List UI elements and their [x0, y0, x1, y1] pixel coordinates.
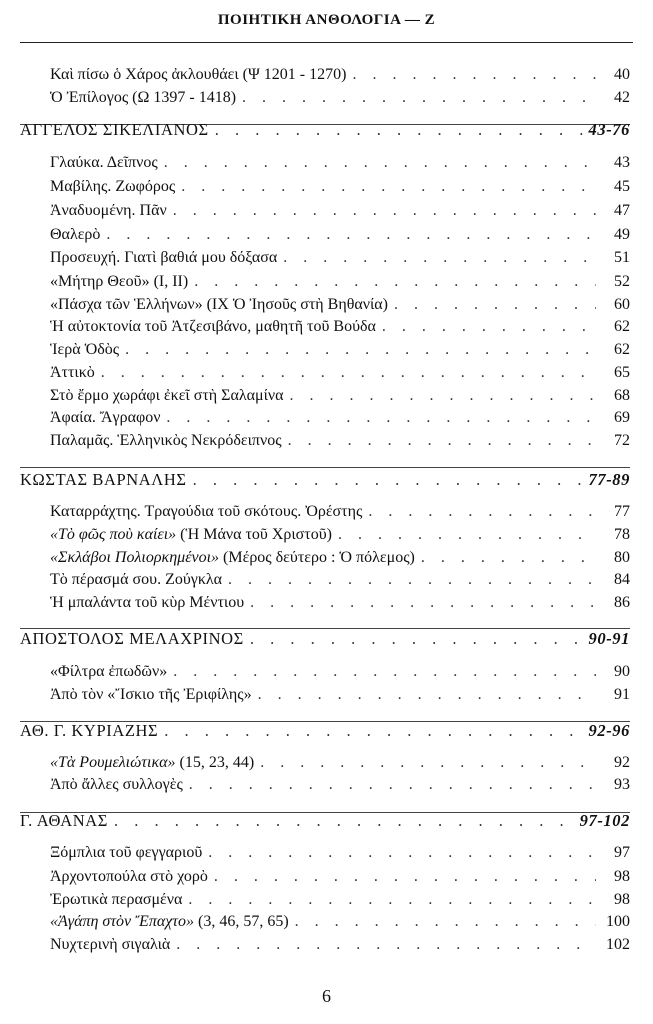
toc-entry — [50, 753, 630, 773]
dot-leader — [215, 120, 583, 140]
page-ref: 86 — [614, 594, 630, 611]
dot-leader — [382, 317, 596, 337]
entry-title — [50, 386, 283, 406]
toc-entry — [50, 685, 630, 705]
title-part: Ἀπὸ τὸν «Ἴσκιο τῆς Ἐριφίλης» — [50, 686, 252, 703]
title-part: Ἡ μπαλάντα τοῦ κὺρ Μέντιου — [50, 594, 245, 611]
title-part: Καταρράχτης. Τραγούδια τοῦ σκότους. Ὀρέστης — [50, 503, 363, 520]
toc-entry — [50, 65, 630, 85]
title-part: Ἀφαία. Ἄγραφον — [50, 409, 161, 426]
dot-leader — [106, 225, 596, 245]
toc-entry — [50, 593, 630, 613]
page-ref: 90 — [614, 663, 630, 680]
page-ref: 65 — [614, 364, 630, 381]
dot-leader — [250, 593, 596, 613]
entry-title — [50, 340, 119, 360]
title-part: Ὁ Ἐπίλογος (Ω 1397 - 1418) — [50, 89, 237, 106]
dot-leader — [189, 775, 596, 795]
entry-title — [50, 935, 170, 955]
toc-entry — [50, 225, 630, 245]
page-ref: 68 — [614, 387, 630, 404]
title-part: Νυχτερινὴ σιγαλιὰ — [50, 936, 171, 953]
toc-entry — [50, 386, 630, 406]
toc-entry — [50, 363, 630, 383]
title-part: «Φίλτρα ἐπωδῶν» — [50, 663, 168, 680]
section-heading — [20, 120, 630, 140]
toc-entry — [50, 912, 630, 932]
dot-leader — [208, 843, 596, 863]
dot-leader — [193, 470, 583, 490]
toc-entry — [50, 248, 630, 268]
toc-entry — [50, 295, 630, 315]
page-ref: 91 — [614, 686, 630, 703]
toc-entry — [50, 272, 630, 292]
title-part: «Πάσχα τῶν Ἑλλήνων» (ΙΧ Ὁ Ἰησοῦς στὴ Βηθανία) — [50, 296, 388, 313]
title-part: Γλαύκα. Δεῖπνος — [50, 154, 158, 171]
dot-leader — [101, 363, 596, 383]
title-part: (Μέρος δεύτερο : Ὁ πόλεμος) — [219, 549, 415, 566]
dot-leader — [181, 177, 596, 197]
entry-title — [50, 225, 100, 245]
section-heading — [20, 721, 630, 741]
section-heading — [20, 470, 630, 490]
dot-leader — [214, 867, 596, 887]
entry-title — [50, 685, 252, 705]
entry-title — [50, 65, 346, 85]
dot-leader — [194, 272, 596, 292]
entry-title — [50, 177, 175, 197]
title-part: Ἡ αὐτοκτονία τοῦ Ἀτζεσιβάνο, μαθητῆ τοῦ Βούδα — [50, 318, 376, 335]
title-part: «Μήτηρ Θεοῦ» (Ι, ΙΙ) — [50, 273, 189, 290]
page-ref: 98 — [614, 891, 630, 908]
page-ref: 40 — [614, 66, 630, 83]
entry-title — [50, 867, 208, 887]
title-part: ΑΘ. Γ. ΚΥΡΙΑΖΗΣ — [20, 721, 159, 740]
entry-title — [50, 890, 182, 910]
dot-leader — [228, 570, 596, 590]
dot-leader — [125, 340, 596, 360]
page-ref: 45 — [614, 178, 630, 195]
page-ref: 52 — [614, 273, 630, 290]
entry-title — [50, 548, 415, 568]
entry-title — [50, 843, 202, 863]
dot-leader — [394, 295, 596, 315]
title-part: Ἱερὰ Ὁδὸς — [50, 341, 120, 358]
dot-leader — [164, 153, 596, 173]
page-range: 90-91 — [588, 629, 630, 648]
toc-entry — [50, 177, 630, 197]
toc-entry — [50, 317, 630, 337]
italic-title-part: «Ἀγάπη στὸν Ἔπαχτο» — [50, 913, 195, 930]
page-ref: 62 — [614, 341, 630, 358]
title-part: Ξόμπλια τοῦ φεγγαριοῦ — [50, 844, 203, 861]
page-ref: 78 — [614, 526, 630, 543]
title-part: ΑΠΟΣΤΟΛΟΣ ΜΕΛΑΧΡΙΝΟΣ — [20, 629, 244, 648]
section-divider — [20, 467, 630, 468]
entry-title — [50, 153, 158, 173]
dot-leader — [421, 548, 596, 568]
entry-title — [50, 248, 277, 268]
entry-title — [50, 593, 244, 613]
entry-title — [50, 525, 332, 545]
title-part: Ἀναδυομένη. Πᾶν — [50, 202, 167, 219]
title-part: Ἀττικὸ — [50, 364, 95, 381]
dot-leader — [166, 408, 596, 428]
page-ref: 42 — [614, 89, 630, 106]
page-ref: 80 — [614, 549, 630, 566]
title-part: Προσευχή. Γιατὶ βαθιά μου δόξασα — [50, 249, 278, 266]
title-part: ΑΓΓΕΛΟΣ ΣΙΚΕΛΙΑΝΟΣ — [20, 120, 209, 139]
title-part: Ἐρωτικὰ περασμένα — [50, 891, 183, 908]
toc-entry — [50, 201, 630, 221]
toc-entry — [50, 408, 630, 428]
dot-leader — [352, 65, 596, 85]
toc-entry — [50, 775, 630, 795]
page-ref: 100 — [606, 913, 630, 930]
title-part: (15, 23, 44) — [175, 754, 255, 771]
page-ref: 62 — [614, 318, 630, 335]
dot-leader — [176, 935, 596, 955]
toc-entry — [50, 431, 630, 451]
page-range: 77-89 — [588, 470, 630, 489]
dot-leader — [288, 431, 596, 451]
page-number: 6 — [322, 986, 331, 1006]
toc-entry — [50, 502, 630, 522]
dot-leader — [114, 811, 574, 831]
author-name — [20, 120, 209, 140]
entry-title — [50, 570, 222, 590]
entry-title — [50, 272, 188, 292]
entry-title — [50, 295, 388, 315]
dot-leader — [283, 248, 596, 268]
section-heading — [20, 629, 630, 649]
entry-title — [50, 317, 376, 337]
page-ref: 43 — [614, 154, 630, 171]
title-part: Καὶ πίσω ὁ Χάρος ἀκλουθάει (Ψ 1201 - 1270) — [50, 66, 347, 83]
title-part: Στὸ ἔρμο χωράφι ἐκεῖ στὴ Σαλαμίνα — [50, 387, 284, 404]
toc-entry — [50, 548, 630, 568]
dot-leader — [164, 721, 582, 741]
dot-leader — [173, 662, 596, 682]
title-part: (3, 46, 57, 65) — [194, 913, 289, 930]
dot-leader — [338, 525, 596, 545]
dot-leader — [250, 629, 583, 649]
toc-entry — [50, 662, 630, 682]
italic-title-part: «Σκλάβοι Πολιορκημένοι» — [50, 549, 220, 566]
page-ref: 84 — [614, 571, 630, 588]
section-heading — [20, 811, 630, 831]
entry-title — [50, 775, 183, 795]
dot-leader — [258, 685, 596, 705]
dot-leader — [242, 88, 596, 108]
toc-entry — [50, 935, 630, 955]
title-part: (Ἡ Μάνα τοῦ Χριστοῦ) — [176, 526, 332, 543]
entry-title — [50, 502, 362, 522]
page-ref: 98 — [614, 868, 630, 885]
author-name — [20, 721, 158, 741]
title-part: Ἀπὸ ἄλλες συλλογὲς — [50, 776, 183, 793]
entry-title — [50, 431, 282, 451]
page-ref: 97 — [614, 844, 630, 861]
title-part: Γ. ΑΘΑΝΑΣ — [20, 811, 109, 830]
page-ref: 69 — [614, 409, 630, 426]
dot-leader — [289, 386, 596, 406]
toc-entry — [50, 843, 630, 863]
toc-entry — [50, 867, 630, 887]
page-ref: 49 — [614, 226, 630, 243]
toc-entry — [50, 525, 630, 545]
dot-leader — [173, 201, 596, 221]
entry-title — [50, 201, 167, 221]
title-part: Θαλερὸ — [50, 226, 101, 243]
toc-entry — [50, 890, 630, 910]
author-name — [20, 470, 187, 490]
page-range: 43-76 — [588, 120, 630, 139]
running-head: ΠΟΙΗΤΙΚΗ ΑΝΘΟΛΟΓΙΑ — Ζ — [217, 12, 436, 28]
title-part: Τὸ πέρασμά σου. Ζούγκλα — [50, 571, 223, 588]
entry-title — [50, 912, 289, 932]
page-ref: 60 — [614, 296, 630, 313]
italic-title-part: «Τὰ Ρουμελιώτικα» — [50, 754, 176, 771]
page-ref: 72 — [614, 432, 630, 449]
dot-leader — [188, 890, 596, 910]
page-ref: 51 — [614, 249, 630, 266]
page-range: 92-96 — [588, 721, 630, 740]
toc-entry — [50, 340, 630, 360]
page-ref: 77 — [614, 503, 630, 520]
toc-entry — [50, 570, 630, 590]
header-rule — [20, 42, 633, 43]
title-part: ΚΩΣΤΑΣ ΒΑΡΝΑΛΗΣ — [20, 470, 187, 489]
page-ref: 93 — [614, 776, 630, 793]
page-ref: 92 — [614, 754, 630, 771]
title-part: Μαβίλης. Ζωφόρος — [50, 178, 176, 195]
title-part: Ἀρχοντοπούλα στὸ χορὸ — [50, 868, 208, 885]
title-part: Παλαμᾶς. Ἑλληνικὸς Νεκρόδειπνος — [50, 432, 282, 449]
entry-title — [50, 662, 167, 682]
toc-entry — [50, 153, 630, 173]
entry-title — [50, 88, 236, 108]
dot-leader — [295, 912, 596, 932]
page-range: 97-102 — [579, 811, 630, 830]
entry-title — [50, 753, 254, 773]
page-ref: 47 — [614, 202, 630, 219]
entry-title — [50, 408, 160, 428]
author-name — [20, 629, 244, 649]
author-name — [20, 811, 108, 831]
dot-leader — [260, 753, 596, 773]
entry-title — [50, 363, 95, 383]
dot-leader — [368, 502, 596, 522]
toc-entry — [50, 88, 630, 108]
page-ref: 102 — [606, 936, 630, 953]
italic-title-part: «Τὸ φῶς ποὺ καίει» — [50, 526, 177, 543]
